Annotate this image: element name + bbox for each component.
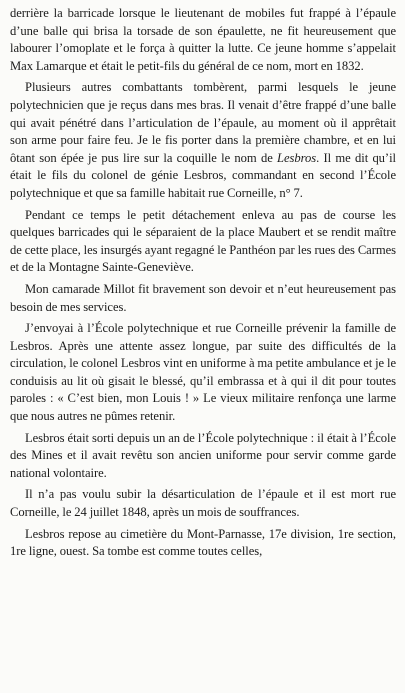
paragraph-6-text: Lesbros était sorti depuis un an de l’École polytechnique : il était à l’École des Mines et il avait revêtu son ancien uniforme pour servir comme garde national volontaire. — [10, 430, 396, 480]
paragraph-4-text: Mon camarade Millot fit bravement son devoir et n’eut heureusement pas besoin de mes services. — [10, 281, 396, 314]
paragraph-7-text: Il n’a pas voulu subir la désarticulation de l’épaule et il est mort rue Corneille, le 24 juillet 1848, après un mois de souffrances. — [10, 487, 396, 520]
paragraph-1 — [10, 5, 396, 75]
paragraph-5-text: J’envoyai à l’École polytechnique et rue Corneille prévenir la famille de Lesbros. Après une attente assez longue, par suite des difficultés de la circulation, le colonel Lesbros vint en uniforme à ma petite ambulance et je le conduisis au lit où gisait le blessé, qu’il embrassa et à qui il dit pour toutes paroles : « C’est bien, mon Louis ! » Le vieux militaire renfonça une larme que nous autres ne pûmes retenir. — [10, 321, 396, 424]
paragraph-2-italic-name: Lesbros — [277, 150, 317, 165]
paragraph-7 — [10, 486, 396, 521]
paragraph-2-text: Plusieurs autres combattants tombèrent, parmi lesquels le jeune polytechnicien que je reçus dans mes bras. Il venait d’être frappé d’une balle qui avait pénétré dans l’articulation de l’épaule, au moment où il apprêtait son arme pour faire feu. Je le fis porter dans la première chambre, et en lui ôtant son épée je pus lire sur la coquille le nom de — [10, 80, 396, 165]
paragraph-8 — [10, 526, 396, 561]
paragraph-5 — [10, 320, 396, 426]
paragraph-3-text: Pendant ce temps le petit détachement enleva au pas de course les quelques barricades qui le séparaient de la place Maubert et se rendit maître de cette place, les insurgés ayant regagné le Panthéon par les rues des Carmes et de la Montagne Sainte-Geneviève. — [10, 207, 396, 275]
paragraph-8-text: Lesbros repose au cimetière du Mont-Parnasse, 17e division, 1re section, 1re ligne, ouest. Sa tombe est comme toutes celles, — [10, 526, 396, 559]
paragraph-2-text-after: . Il me dit qu’il était le fils du colonel de génie Lesbros, commandant en second l’École polytechnique et que sa famille habitait rue Corneille, n° 7. — [10, 150, 396, 200]
paragraph-1-text: derrière la barricade lorsque le lieutenant de mobiles fut frappé à l’épaule d’une balle qui brisa la torsade de son épaulette, ne fit heureusement que labourer l’omoplate et le força à quitter la lutte. Ce jeune homme s’appelait Max Lamarque et était le petit-fils du général de ce nom, mort en 1832. — [10, 6, 396, 73]
paragraph-6 — [10, 430, 396, 483]
paragraph-4 — [10, 281, 396, 316]
paragraph-2 — [10, 79, 396, 202]
paragraph-3 — [10, 207, 396, 277]
